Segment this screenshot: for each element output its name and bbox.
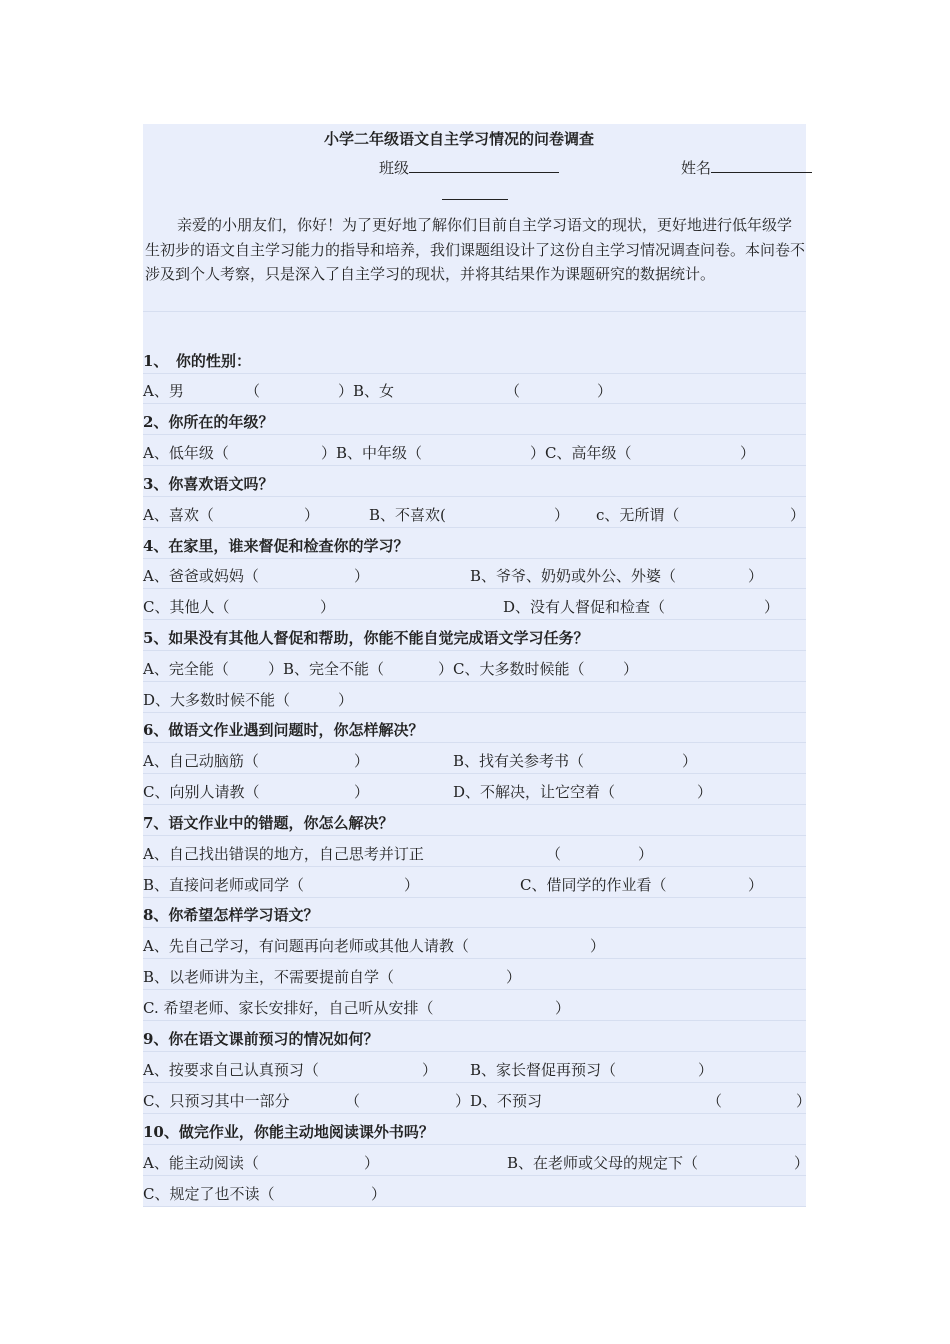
answer-blank[interactable]: ）: [623, 660, 639, 678]
option-label: B、在老师或父母的规定下（: [507, 1154, 699, 1172]
class-label: 班级: [379, 159, 410, 177]
option-label: B、不喜欢(: [369, 506, 446, 524]
row-divider: [143, 434, 806, 435]
option-label: D、大多数时候不能（: [143, 691, 291, 709]
option-label: C、向别人请教（: [143, 783, 260, 801]
row-divider: [143, 866, 806, 867]
option-label: B、找有关参考书（: [453, 752, 585, 770]
answer-blank[interactable]: ）: [364, 1154, 380, 1172]
row-divider: [143, 403, 806, 404]
question-9-title: 9、你在语文课前预习的情况如何？: [143, 1030, 379, 1048]
answer-blank[interactable]: ）D、不预习: [455, 1092, 543, 1110]
option-label: B、家长督促再预习（: [470, 1061, 617, 1079]
option-label: C、规定了也不读（: [143, 1185, 275, 1203]
question-5-title: 5、如果没有其他人督促和帮助，你能不能自觉完成语文学习任务？: [143, 629, 589, 647]
row-divider: [143, 465, 806, 466]
row-divider: [143, 681, 806, 682]
row-divider: [143, 1206, 806, 1207]
question-2-title: 2、你所在的年级？: [143, 413, 274, 431]
option-label: A、自己找出错误的地方，自己思考并订正: [143, 845, 424, 863]
question-1-title: 1、 你的性别：: [143, 352, 251, 370]
answer-blank[interactable]: （: [245, 382, 261, 400]
option-label: B、直接问老师或同学（: [143, 876, 305, 894]
name-blank-continued[interactable]: [442, 184, 508, 200]
option-label: A、先自己学习，有问题再向老师或其他人请教（: [143, 937, 469, 955]
row-divider: [143, 989, 806, 990]
answer-blank[interactable]: ）B、中年级（: [321, 444, 423, 462]
name-field: [681, 158, 812, 178]
question-3-title: 3、你喜欢语文吗？: [143, 475, 274, 493]
row-divider: [143, 897, 806, 898]
row-divider: [143, 927, 806, 928]
option-label: C. 希望老师、家长安排好，自己听从安排（: [143, 999, 434, 1017]
row-divider: [143, 804, 806, 805]
answer-blank[interactable]: ）: [796, 1092, 812, 1110]
question-4-title: 4、在家里，谁来督促和检查你的学习？: [143, 537, 409, 555]
answer-blank[interactable]: ）: [638, 845, 654, 863]
answer-blank[interactable]: （: [707, 1092, 723, 1110]
answer-blank[interactable]: （: [345, 1092, 361, 1110]
row-divider: [143, 773, 806, 774]
row-divider: [143, 588, 806, 589]
answer-blank[interactable]: ）: [338, 691, 354, 709]
answer-blank[interactable]: ）: [697, 783, 713, 801]
answer-blank[interactable]: ）C、大多数时候能（: [438, 660, 585, 678]
option-label: A、男: [143, 382, 184, 400]
answer-blank[interactable]: ）: [371, 1185, 387, 1203]
answer-blank[interactable]: ）: [354, 783, 370, 801]
row-divider: [143, 619, 806, 620]
question-6-title: 6、做语文作业遇到问题时，你怎样解决？: [143, 721, 424, 739]
question-10-title: 10、做完作业，你能主动地阅读课外书吗？: [143, 1123, 434, 1141]
answer-blank[interactable]: ）: [740, 444, 756, 462]
answer-blank[interactable]: ）: [748, 567, 764, 585]
class-blank[interactable]: [409, 158, 559, 173]
answer-blank[interactable]: （: [505, 382, 521, 400]
option-label: A、能主动阅读（: [143, 1154, 259, 1172]
answer-blank[interactable]: ）: [320, 598, 336, 616]
answer-blank[interactable]: ）: [554, 506, 570, 524]
row-divider: [143, 1144, 806, 1145]
answer-blank[interactable]: ）: [794, 1154, 810, 1172]
option-label: C、借同学的作业看（: [520, 876, 667, 894]
option-label: A、喜欢（: [143, 506, 214, 524]
row-divider: [143, 1020, 806, 1021]
answer-blank[interactable]: ）B、女: [338, 382, 395, 400]
option-label: B、以老师讲为主，不需要提前自学（: [143, 968, 395, 986]
answer-blank[interactable]: ）: [354, 752, 370, 770]
row-divider: [143, 558, 806, 559]
row-divider: [143, 1082, 806, 1083]
row-divider: [143, 712, 806, 713]
row-divider: [143, 1051, 806, 1052]
option-label: A、爸爸或妈妈（: [143, 567, 259, 585]
answer-blank[interactable]: ）: [790, 506, 806, 524]
intro-paragraph: 亲爱的小朋友们，你好！为了更好地了解你们目前自主学习语文的现状，更好地进行低年级学生初步的语文自主学习能力的指导和培养，我们课题组设计了这份自主学习情况调查问卷。本问卷不涉及到个人考察，只是深入了自主学习的现状，并将其结果作为课题研究的数据统计。: [145, 216, 806, 283]
section-divider: [143, 311, 806, 312]
option-label: C、其他人（: [143, 598, 230, 616]
option-label: C、只预习其中一部分: [143, 1092, 290, 1110]
answer-blank[interactable]: ）C、高年级（: [530, 444, 632, 462]
page-title: 小学二年级语文自主学习情况的问卷调查: [324, 130, 595, 148]
row-divider: [143, 835, 806, 836]
answer-blank[interactable]: ）B、完全不能（: [268, 660, 385, 678]
row-divider: [143, 958, 806, 959]
answer-blank[interactable]: （: [546, 845, 562, 863]
answer-blank[interactable]: ）: [698, 1061, 714, 1079]
answer-blank[interactable]: ）: [597, 382, 613, 400]
option-label: A、完全能（: [143, 660, 229, 678]
answer-blank[interactable]: ）: [354, 567, 370, 585]
question-8-title: 8、你希望怎样学习语文？: [143, 906, 319, 924]
row-divider: [143, 1175, 806, 1176]
option-label: A、按要求自己认真预习（: [143, 1061, 319, 1079]
option-label: A、低年级（: [143, 444, 229, 462]
row-divider: [143, 1113, 806, 1114]
option-label: A、自己动脑筋（: [143, 752, 259, 770]
answer-blank[interactable]: ）: [506, 968, 522, 986]
answer-blank[interactable]: ）: [304, 506, 320, 524]
question-7-title: 7、语文作业中的错题，你怎么解决？: [143, 814, 394, 832]
answer-blank[interactable]: ）: [422, 1061, 438, 1079]
answer-blank[interactable]: ）: [748, 876, 764, 894]
answer-blank[interactable]: ）: [764, 598, 780, 616]
class-field: [379, 158, 559, 178]
name-blank[interactable]: [711, 158, 812, 173]
answer-blank[interactable]: ）: [682, 752, 698, 770]
option-label: c、无所谓（: [596, 506, 680, 524]
row-divider: [143, 650, 806, 651]
option-label: D、不解决，让它空着（: [453, 783, 616, 801]
answer-blank[interactable]: ）: [590, 937, 606, 955]
answer-blank[interactable]: ）: [555, 999, 571, 1017]
row-divider: [143, 496, 806, 497]
name-label: 姓名: [681, 159, 712, 177]
option-label: B、爷爷、奶奶或外公、外婆（: [470, 567, 677, 585]
row-divider: [143, 742, 806, 743]
answer-blank[interactable]: ）: [404, 876, 420, 894]
option-label: D、没有人督促和检查（: [503, 598, 666, 616]
row-divider: [143, 373, 806, 374]
row-divider: [143, 527, 806, 528]
